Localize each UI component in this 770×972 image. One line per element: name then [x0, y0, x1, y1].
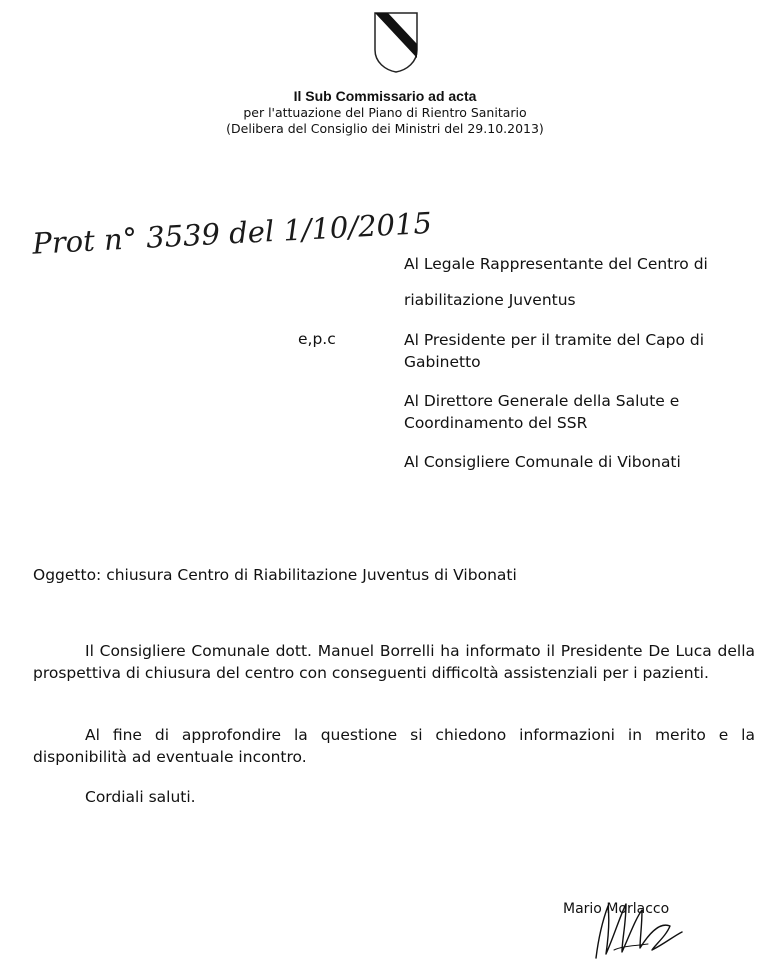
recipient-cc3: Al Consigliere Comunale di Vibonati: [404, 453, 681, 471]
closing-greeting: Cordiali saluti.: [85, 788, 196, 806]
recipient-primary-line1: Al Legale Rappresentante del Centro di: [404, 255, 708, 273]
recipient-cc2-line2: Coordinamento del SSR: [404, 414, 588, 432]
issuer-decree-reference: (Delibera del Consiglio dei Ministri del 29.10.2013): [226, 121, 544, 136]
signatory-name: Mario Morlacco: [563, 901, 670, 917]
body-paragraph-2: Al fine di approfondire la questione si chiedono informazioni in merito e la disponibilità ad eventuale incontro.: [33, 726, 755, 766]
epc-label: e,p.c: [298, 330, 336, 348]
recipient-cc2-line1: Al Direttore Generale della Salute e: [404, 392, 680, 410]
handwritten-signature: [556, 892, 696, 964]
subject-line: Oggetto: chiusura Centro di Riabilitazione Juventus di Vibonati: [33, 566, 517, 584]
svg-text:Prot n° 3539 del 1/10/2015: Prot n° 3539 del 1/10/2015: [31, 205, 433, 261]
issuer-subtitle: per l'attuazione del Piano di Rientro Sanitario: [243, 105, 527, 120]
body-paragraph-1: Il Consigliere Comunale dott. Manuel Borrelli ha informato il Presidente De Luca della prospettiva di chiusura del centro con conseguenti difficoltà assistenziali per i pazienti.: [33, 642, 755, 682]
regional-crest-logo: [372, 10, 420, 74]
recipient-cc1-line1: Al Presidente per il tramite del Capo di: [404, 331, 705, 349]
handwritten-protocol-number: [30, 204, 433, 262]
recipient-cc1-line2: Gabinetto: [404, 353, 481, 371]
recipient-primary-line2: riabilitazione Juventus: [404, 291, 576, 309]
issuer-title: Il Sub Commissario ad acta: [293, 88, 477, 104]
